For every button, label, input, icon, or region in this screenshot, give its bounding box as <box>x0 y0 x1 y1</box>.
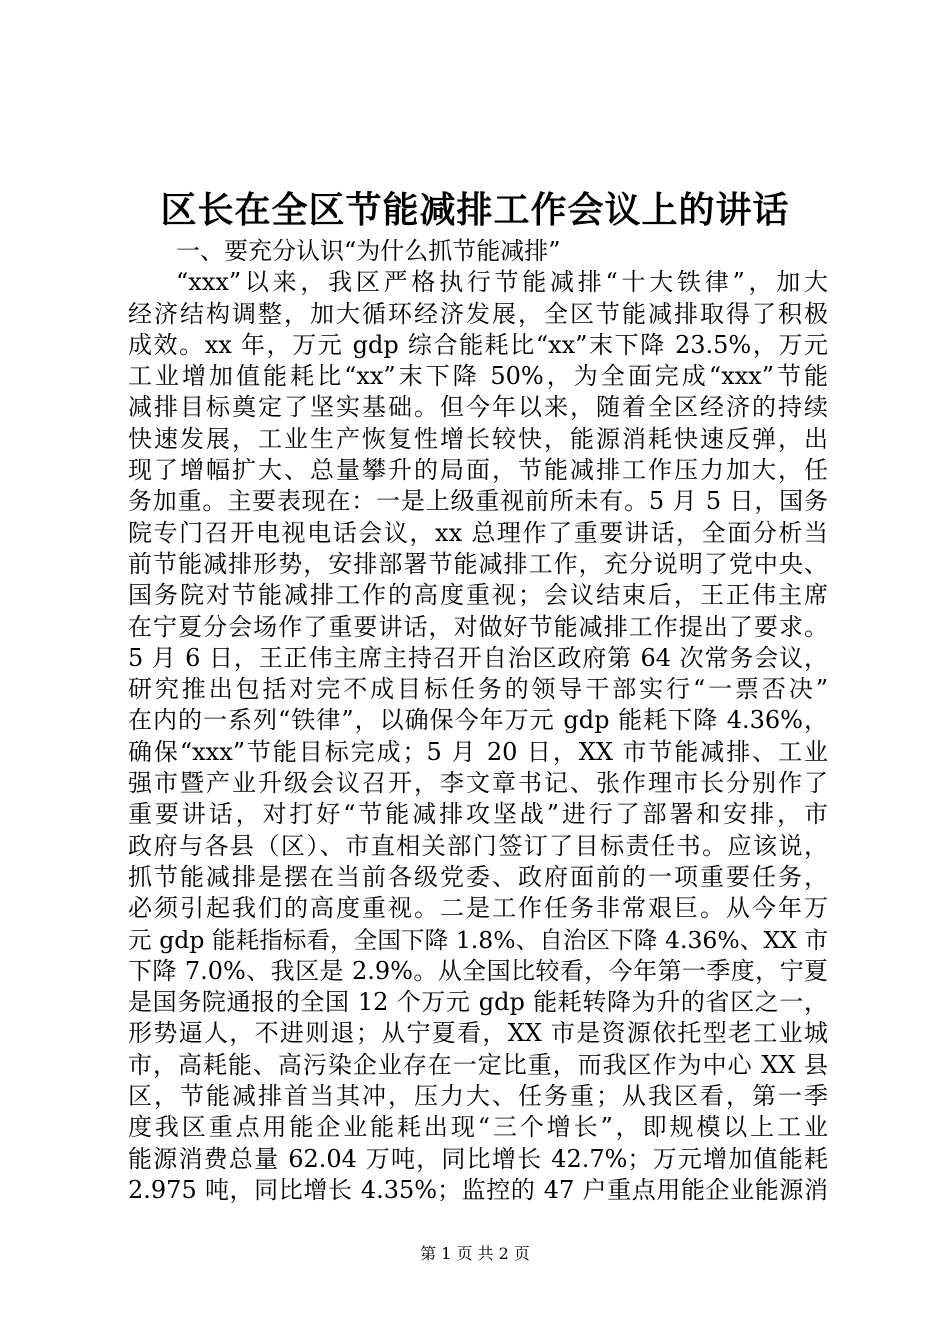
paragraph-line: 确保“xxx”节能目标完成；5 月 20 日，XX 市节能减排、工业 <box>128 737 828 766</box>
paragraph-line: 下降 7.0%、我区是 2.9%。从全国比较看，今年第一季度，宁夏 <box>128 956 828 985</box>
paragraph-line: 是国务院通报的全国 12 个万元 gdp 能耗转降为升的省区之一， <box>128 988 828 1017</box>
paragraph-line: 5 月 6 日，王正伟主席主持召开自治区政府第 64 次常务会议， <box>128 643 828 672</box>
paragraph-line: 国务院对节能减排工作的高度重视；会议结束后，王正伟主席 <box>128 581 828 610</box>
paragraph-line: 研究推出包括对完不成目标任务的领导干部实行“一票否决” <box>128 675 828 704</box>
page-title: 区长在全区节能减排工作会议上的讲话 <box>160 189 790 231</box>
paragraph-line: 减排目标奠定了坚实基础。但今年以来，随着全区经济的持续 <box>128 393 828 422</box>
paragraph-line: 快速发展，工业生产恢复性增长较快，能源消耗快速反弹，出 <box>128 424 828 453</box>
paragraph-line: 元 gdp 能耗指标看，全国下降 1.8%、自治区下降 4.36%、XX 市 <box>128 925 828 954</box>
paragraph-line: 在内的一系列“铁律”，以确保今年万元 gdp 能耗下降 4.36%， <box>128 706 828 735</box>
paragraph-line: 必须引起我们的高度重视。二是工作任务非常艰巨。从今年万 <box>128 894 828 923</box>
paragraph-line: 抓节能减排是摆在当前各级党委、政府面前的一项重要任务， <box>128 862 828 891</box>
paragraph-line: 前节能减排形势，安排部署节能减排工作，充分说明了党中央、 <box>128 549 828 578</box>
paragraph-line: 经济结构调整，加大循环经济发展，全区节能减排取得了积极 <box>128 299 828 328</box>
body-text <box>128 236 828 1206</box>
paragraph-line: 成效。xx 年，万元 gdp 综合能耗比“xx”末下降 23.5%，万元 <box>128 330 828 359</box>
paragraph-line: 院专门召开电视电话会议，xx 总理作了重要讲话，全面分析当 <box>128 518 828 547</box>
paragraph-line: 现了增幅扩大、总量攀升的局面，节能减排工作压力加大，任 <box>128 456 828 485</box>
paragraph-line: 市，高耗能、高污染企业存在一定比重，而我区作为中心 XX 县 <box>128 1050 828 1079</box>
paragraph-line: 工业增加值能耗比“xx”末下降 50%，为全面完成“xxx”节能 <box>128 362 828 391</box>
page-footer: 第 1 页 共 2 页 <box>420 1244 530 1263</box>
paragraph-line: 务加重。主要表现在：一是上级重视前所未有。5 月 5 日，国务 <box>128 487 828 516</box>
paragraph-line: 形势逼人，不进则退；从宁夏看，XX 市是资源依托型老工业城 <box>128 1019 828 1048</box>
paragraph-line: 2.975 吨，同比增长 4.35%；监控的 47 户重点用能企业能源消 <box>128 1175 828 1204</box>
paragraph-line: 在宁夏分会场作了重要讲话，对做好节能减排工作提出了要求。 <box>128 612 828 641</box>
paragraph-line: 强市暨产业升级会议召开，李文章书记、张作理市长分别作了 <box>128 769 828 798</box>
paragraph-line: “xxx”以来，我区严格执行节能减排“十大铁律”，加大 <box>176 268 828 297</box>
paragraph-line: 重要讲话，对打好“节能减排攻坚战”进行了部署和安排，市 <box>128 800 828 829</box>
section-heading: 一、要充分认识“为什么抓节能减排” <box>176 237 561 265</box>
paragraph-line: 能源消费总量 62.04 万吨，同比增长 42.7%；万元增加值能耗 <box>128 1144 828 1173</box>
paragraph-line: 区，节能减排首当其冲，压力大、任务重；从我区看，第一季 <box>128 1082 828 1111</box>
paragraph-line: 政府与各县（区）、市直相关部门签订了目标责任书。应该说， <box>128 831 828 860</box>
paragraph-line: 度我区重点用能企业能耗出现“三个增长”，即规模以上工业 <box>128 1113 828 1142</box>
